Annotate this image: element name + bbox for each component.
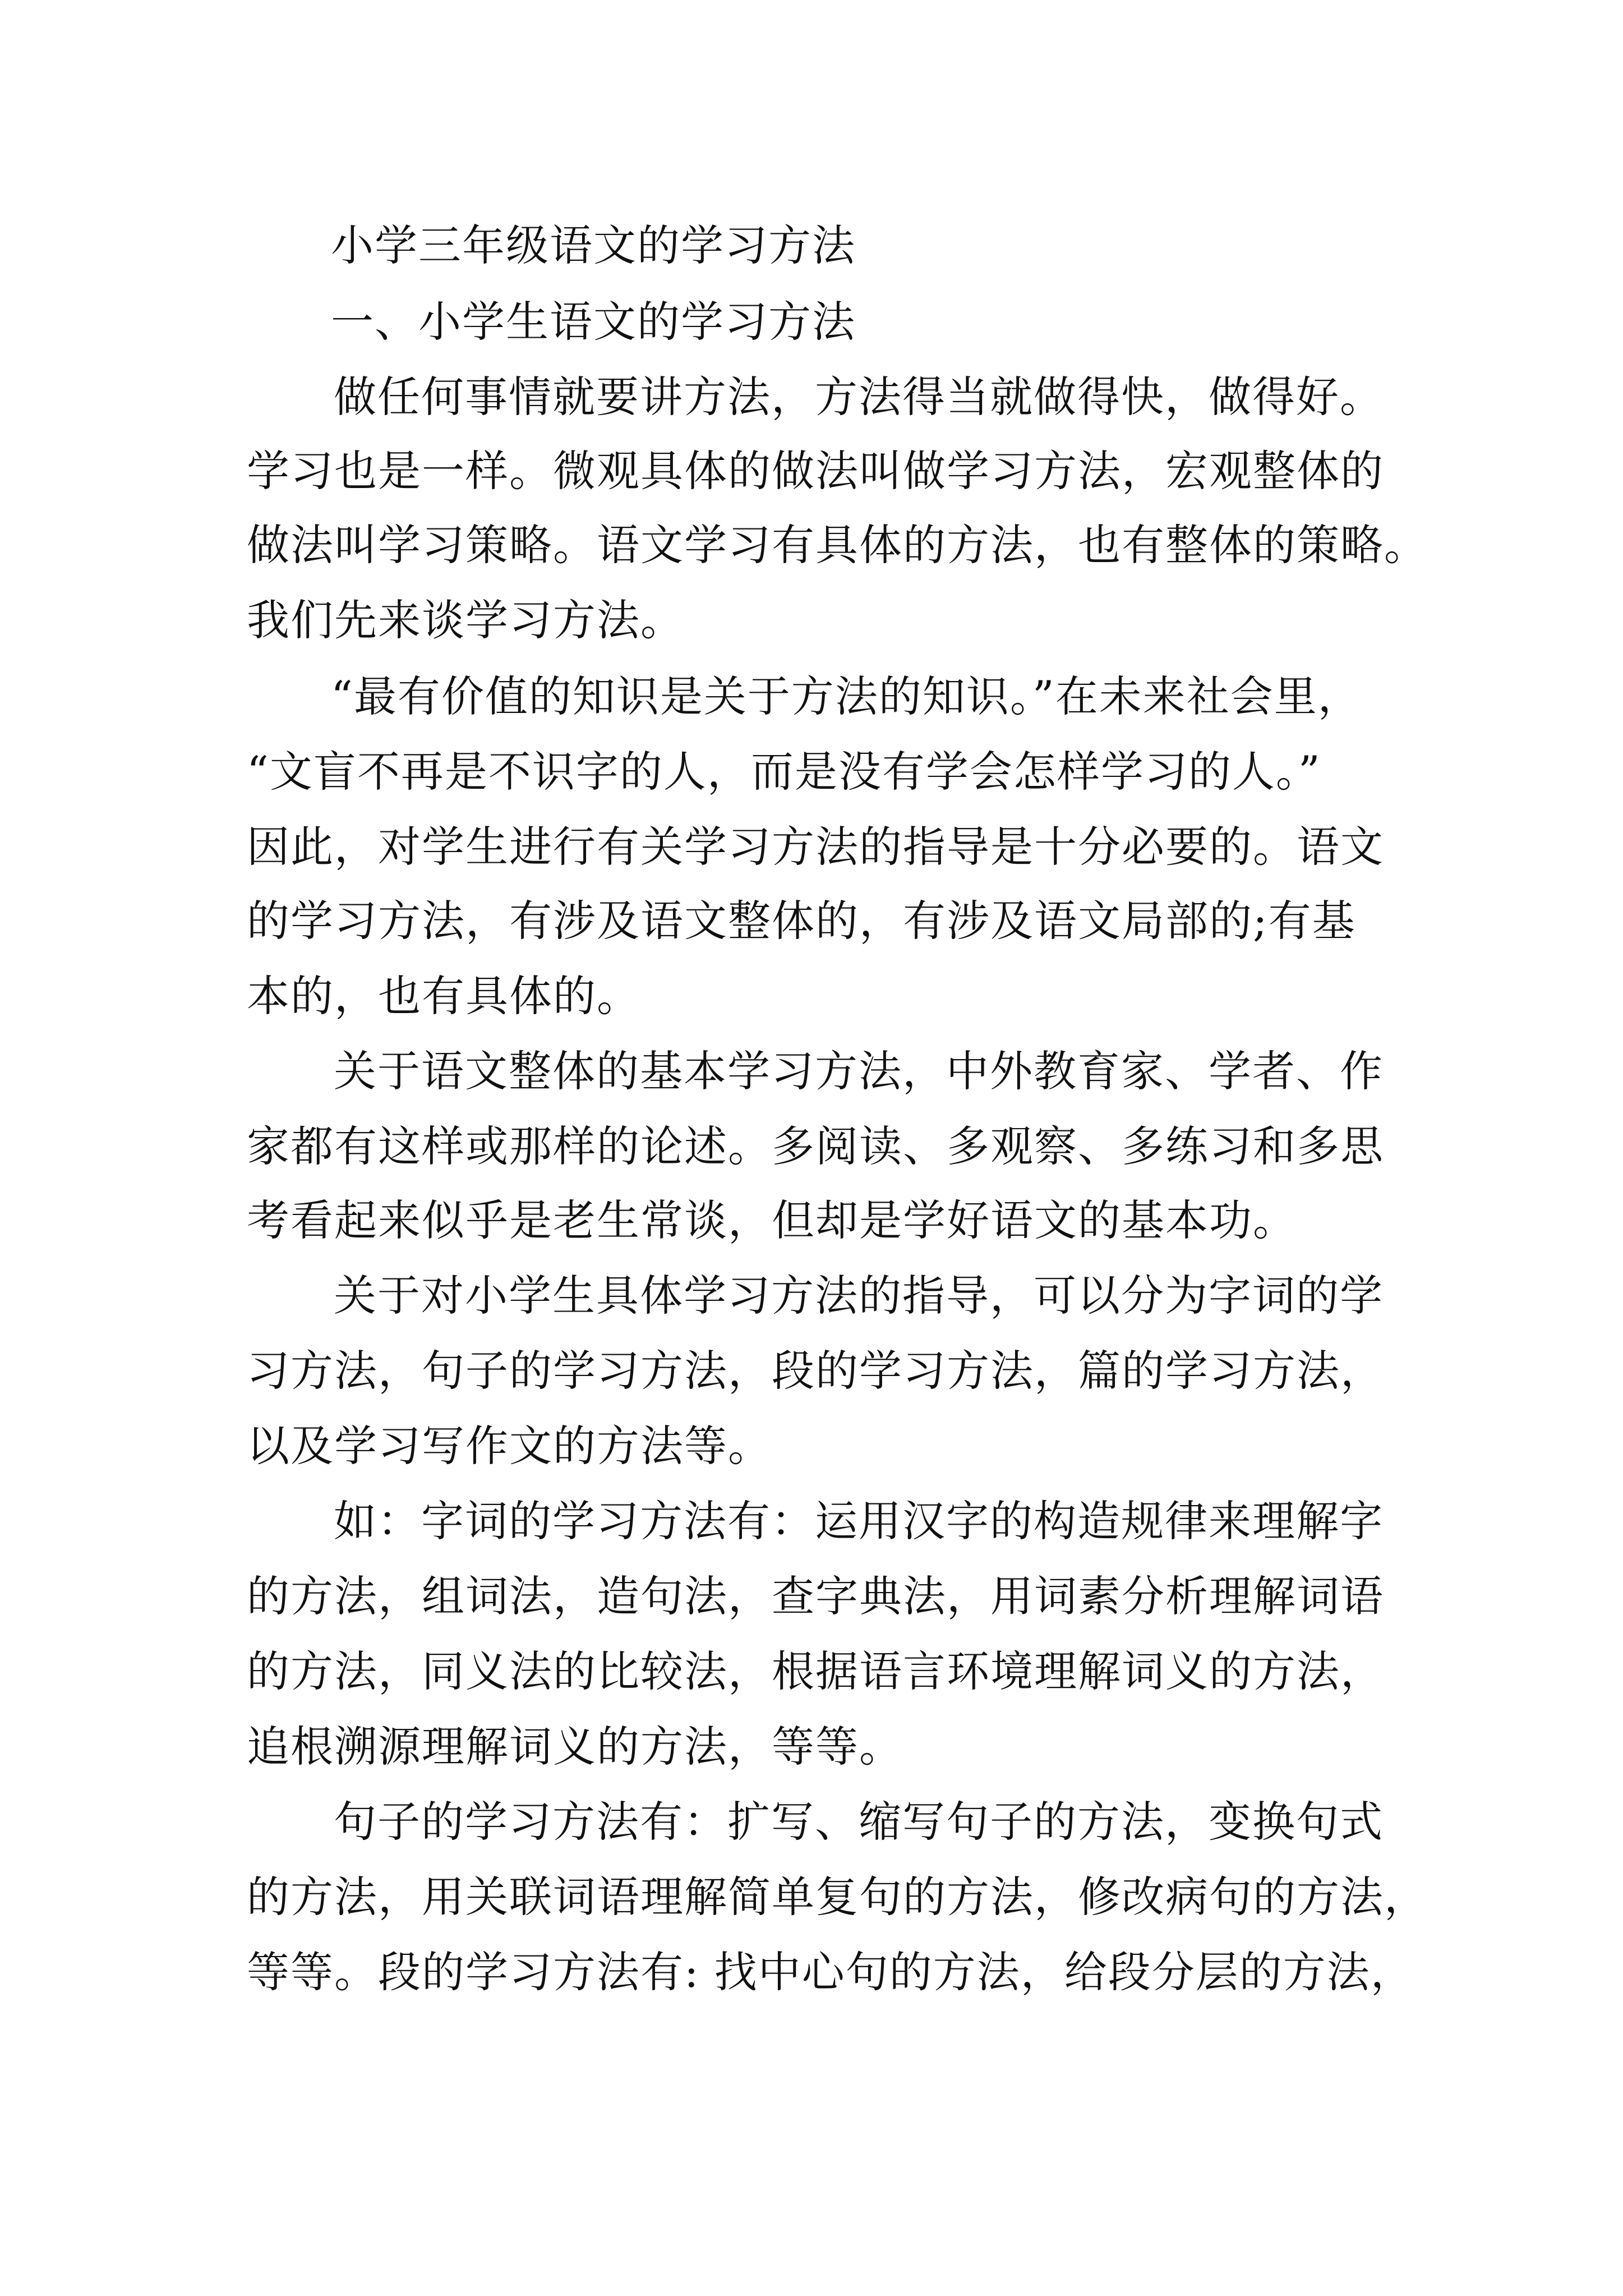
paragraph-line: 句子的学习方法有：扩写、缩写句子的方法，变换句式 — [334, 1797, 1384, 1847]
paragraph-line: 的方法，同义法的比较法，根据语言环境理解词义的方法， — [247, 1646, 1384, 1696]
paragraph-line: 家都有这样或那样的论述。多阅读、多观察、多练习和多思 — [247, 1121, 1384, 1171]
paragraph-line: 如：字词的学习方法有：运用汉字的构造规律来理解字 — [334, 1496, 1384, 1546]
paragraph-line: 因此，对学生进行有关学习方法的指导是十分必要的。语文 — [247, 822, 1384, 872]
paragraph-line: 我们先来谈学习方法。 — [247, 595, 684, 645]
paragraph-line: “文盲不再是不识字的人，而是没有学会怎样学习的人。” — [247, 747, 1321, 797]
paragraph-line: 的方法，组词法，造句法，查字典法，用词素分析理解词语 — [247, 1571, 1384, 1621]
section-heading: 一、小学生语文的学习方法 — [331, 297, 856, 347]
paragraph-line: 做法叫学习策略。语文学习有具体的方法，也有整体的策略。 — [247, 520, 1428, 570]
paragraph-line: 关于对小学生具体学习方法的指导，可以分为字词的学 — [334, 1271, 1384, 1320]
paragraph-line: 考看起来似乎是老生常谈，但却是学好语文的基本功。 — [247, 1195, 1297, 1245]
paragraph-line: 的方法，用关联词语理解简单复句的方法，修改病句的方法， — [247, 1872, 1428, 1922]
paragraph-line: 习方法，句子的学习方法，段的学习方法，篇的学习方法， — [247, 1346, 1384, 1396]
paragraph-line: 以及学习写作文的方法等。 — [247, 1421, 772, 1471]
paragraph-line: “最有价值的知识是关于方法的知识。”在未来社会里， — [331, 671, 1362, 721]
paragraph-line: 学习也是一样。微观具体的做法叫做学习方法，宏观整体的 — [247, 446, 1384, 496]
paragraph-line: 的学习方法，有涉及语文整体的，有涉及语文局部的;有基 — [247, 896, 1356, 946]
document-title: 小学三年级语文的学习方法 — [331, 220, 856, 270]
paragraph-line: 追根溯源理解词义的方法，等等。 — [247, 1722, 903, 1772]
paragraph-line: 做任何事情就要讲方法，方法得当就做得快，做得好。 — [334, 372, 1384, 422]
paragraph-line: 等等。段的学习方法有: 找中心句的方法，给段分层的方法， — [247, 1947, 1414, 1997]
paragraph-line: 关于语文整体的基本学习方法，中外教育家、学者、作 — [334, 1046, 1384, 1096]
paragraph-line: 本的，也有具体的。 — [247, 971, 640, 1021]
